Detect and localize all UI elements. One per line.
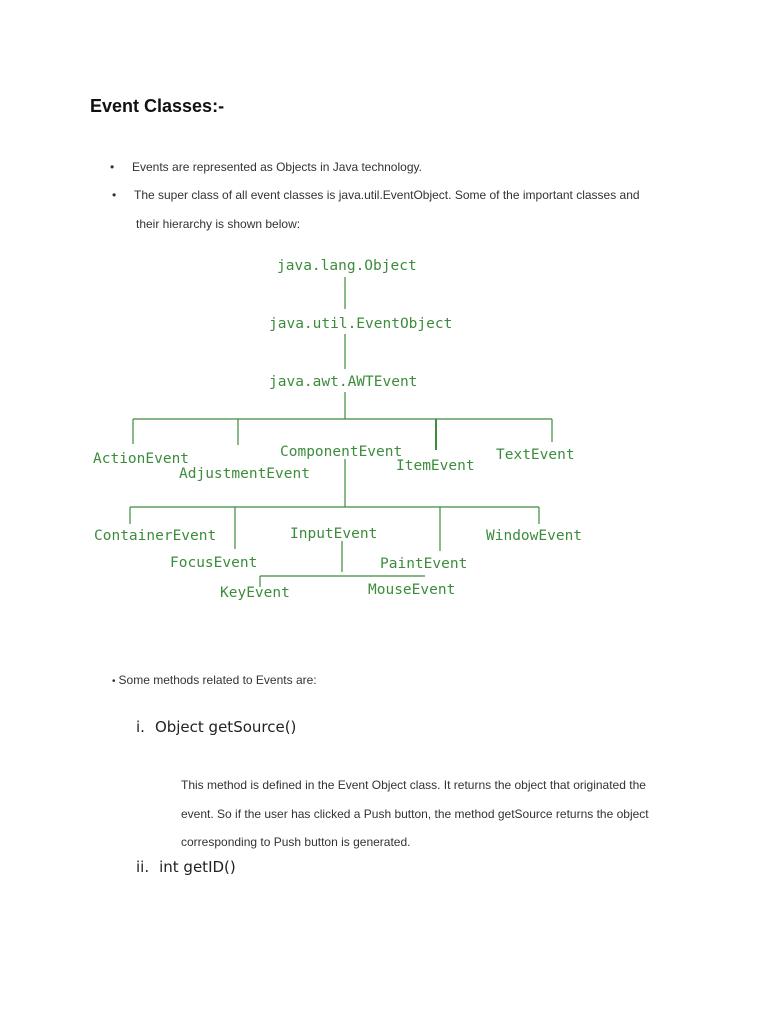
node-actionevent: ActionEvent [93,451,190,467]
bullet-text-continued: their hierarchy is shown below: [136,217,301,231]
bullet-item [110,159,422,175]
node-adjustmentevent: AdjustmentEvent [179,466,310,482]
bullet-dot: • [110,160,115,174]
method-heading [136,718,296,736]
node-containerevent: ContainerEvent [94,528,217,544]
node-java-awt-awtevent: java.awt.AWTEvent [269,374,418,390]
node-java-lang-object: java.lang.Object [277,258,417,274]
page-heading: Event Classes:- [90,96,225,116]
method-heading [136,858,236,876]
bullet-dot: • [112,676,116,687]
method-signature: Object getSource() [154,718,297,736]
node-textevent: TextEvent [496,447,575,463]
event-hierarchy-diagram [80,245,620,615]
bullet-text: Events are represented as Objects in Java technology. [132,160,422,174]
method-number: ii. [136,858,150,876]
bullet-item [112,187,640,203]
node-java-util-eventobject: java.util.EventObject [269,316,453,332]
node-inputevent: InputEvent [290,526,378,542]
node-itemevent: ItemEvent [396,458,475,474]
node-paintevent: PaintEvent [380,556,468,572]
node-keyevent: KeyEvent [220,585,290,601]
bullet-text: The super class of all event classes is java.util.EventObject. Some of the important classes and [134,188,640,202]
bullet-dot: • [112,188,117,202]
methods-intro-text: Some methods related to Events are: [118,673,317,687]
methods-intro [112,672,317,690]
node-focusevent: FocusEvent [170,555,258,571]
method-description: This method is defined in the Event Object class. It returns the object that originated the event. So if the user has clicked a Push button, the method getSource returns the object corresponding to Push button is generated. [181,778,649,849]
node-mouseevent: MouseEvent [368,582,456,598]
node-componentevent: ComponentEvent [280,444,403,460]
method-number: i. [136,718,145,736]
method-signature: int getID() [159,858,236,876]
node-windowevent: WindowEvent [486,528,583,544]
hierarchy-svg [80,245,620,615]
